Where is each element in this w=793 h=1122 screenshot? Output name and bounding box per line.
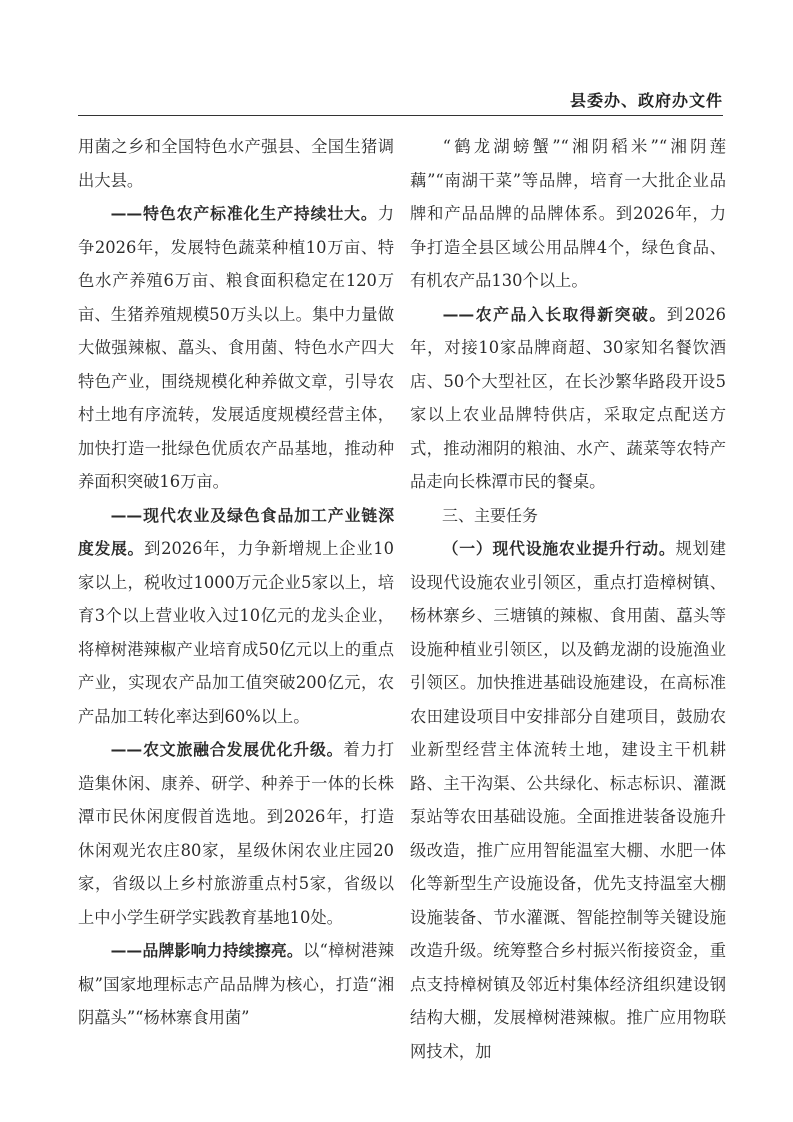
paragraph-facility-agriculture <box>410 532 726 1068</box>
left-column <box>78 130 394 1035</box>
paragraph-lead: ——品牌影响力持续擦亮。 <box>110 941 303 960</box>
paragraph-text: “鹤龙湖螃蟹”“湘阴稻米”“湘阴莲藕”“南湖干菜”等品牌，培育一大批企业品牌和产品品牌的品牌体系。到2026年，力争打造全县区域公用品牌4个，绿色食品、有机农产品130个以上。 <box>410 137 726 290</box>
paragraph-agritourism <box>78 733 394 934</box>
document-header-title: 县委办、政府办文件 <box>569 91 723 110</box>
paragraph-text: 着力打造集休闲、康养、研学、种养于一体的长株潭市民休闲度假首选地。到2026年，打造休闲观光农庄80家，星级休闲农业庄园20家，省级以上乡村旅游重点村5家，省级以上中小学生研学实践教育基地10处。 <box>78 740 394 927</box>
paragraph-market-entry <box>410 298 726 499</box>
paragraph-lead: ——农产品入长取得新突破。 <box>442 304 667 324</box>
right-column <box>410 130 726 1068</box>
paragraph-text: 力争2026年，发展特色蔬菜种植10万亩、特色水产养殖6万亩、粮食面积稳定在120万亩、生猪养殖规模50万头以上。集中力量做大做强辣椒、藠头、食用菌、特色水产四大特色产业，围绕规模化种养做文章，引导农村土地有序流转，发展适度规模经营主体，加快打造一批绿色优质农产品基地，推动种养面积突破16万亩。 <box>78 204 394 491</box>
paragraph-specialty-agriculture <box>78 197 394 499</box>
header-divider <box>78 115 723 116</box>
paragraph-continuation <box>78 130 394 197</box>
paragraph-text: 以“樟树港辣椒”国家地理标志产品品牌为核心，打造“湘阴藠头”“杨林寨食用菌” <box>78 941 394 1027</box>
paragraph-lead: ——现代农业及绿色食品加工产业链深度发展。 <box>78 505 394 558</box>
paragraph-lead: （一）现代设施农业提升行动。 <box>442 539 676 558</box>
paragraph-lead: ——特色农产标准化生产持续壮大。 <box>110 204 378 223</box>
section-heading-main-tasks: 三、主要任务 <box>442 505 539 525</box>
paragraph-text: 到2026年，对接10家品牌商超、30家知名餐饮酒店、50个大型社区，在长沙繁华路段开设5家以上农业品牌特供店，采取定点配送方式，推动湘阴的粮油、水产、蔬菜等农特产品走向长株潭市民的餐桌。 <box>410 304 726 491</box>
paragraph-text: 到2026年，力争新增规上企业10家以上，税收过1000万元企业5家以上，培育3个以上营业收入过10亿元的龙头企业，将樟树港辣椒产业培育成50亿元以上的重点产业，实现农产品加工值突破200亿元，农产品加工转化率达到60%以上。 <box>78 539 394 726</box>
paragraph-lead: ——农文旅融合发展优化升级。 <box>110 740 344 759</box>
paragraph-brand-influence <box>78 934 394 1035</box>
paragraph-brand-continuation <box>410 130 726 298</box>
paragraph-text: 规划建设现代设施农业引领区，重点打造樟树镇、杨林寨乡、三塘镇的辣椒、食用菌、藠头等设施种植业引领区，以及鹤龙湖的设施渔业引领区。加快推进基础设施建设，在高标准农田建设项目中安排部分自建项目，鼓励农业新型经营主体流转土地，建设主干机耕路、主干沟渠、公共绿化、标志标识、灌溉泵站等农田基础设施。全面推进装备设施升级改造，推广应用智能温室大棚、水肥一体化等新型生产设施设备，优先支持温室大棚设施装备、节水灌溉、智能控制等关键设施改造升级。统筹整合乡村振兴衔接资金，重点支持樟树镇及邻近村集体经济组织建设钢结构大棚，发展樟树港辣椒。推广应用物联网技术，加 <box>410 539 726 1061</box>
paragraph-text: 用菌之乡和全国特色水产强县、全国生猪调出大县。 <box>78 137 394 190</box>
paragraph-food-processing <box>78 499 394 734</box>
